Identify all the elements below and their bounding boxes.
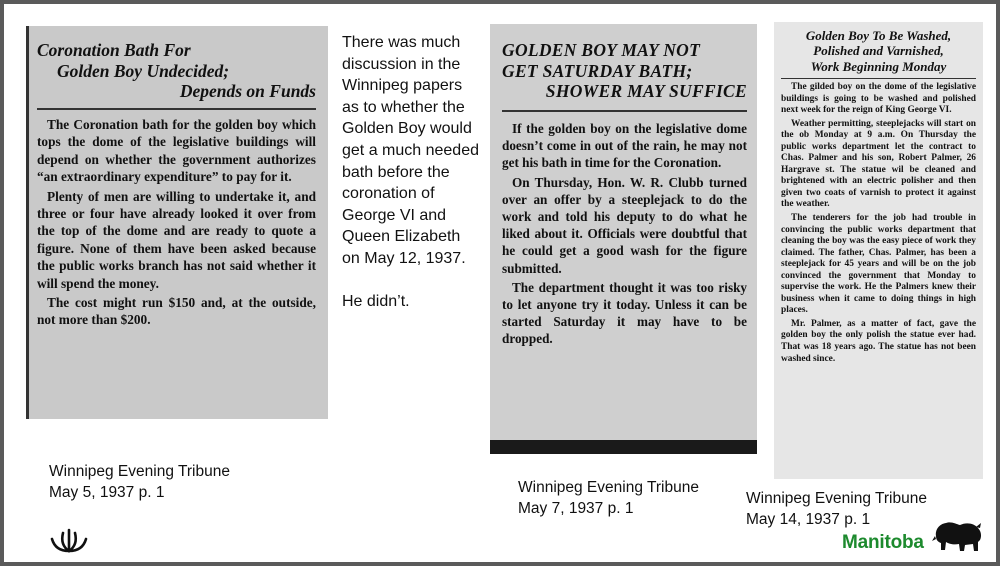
headline-line: Golden Boy To Be Washed, xyxy=(805,28,952,43)
headline-rule xyxy=(502,110,747,112)
headline-line: Golden Boy Undecided; xyxy=(57,60,230,81)
commentary-note xyxy=(342,32,482,312)
newspaper-clipping-may-7 xyxy=(490,24,757,454)
commentary-conclusion: He didn’t. xyxy=(342,292,410,310)
clipping-paragraph: On Thursday, Hon. W. R. Clubb turned over an offer by a steeplejack to do the work and told his deputy to do what he liked about it. Officials were doubtful that he could get a good wash for the figure submitted. xyxy=(502,174,747,276)
clipping-paragraph: The Coronation bath for the golden boy which tops the dome of the legislative buildings will depend on whether the government authorizes “an extraordinary expenditure” to pay for it. xyxy=(37,116,316,185)
stylized-flower-logo-icon xyxy=(49,527,89,553)
headline-line: SHOWER MAY SUFFICE xyxy=(545,81,747,102)
clipping-paragraph: The cost might run $150 and, at the outside, not more than $200. xyxy=(37,294,316,328)
clipping-paragraph: The gilded boy on the dome of the legislative buildings is going to be washed and polished next week for the reign of King George VI. xyxy=(781,81,976,116)
caption-source: Winnipeg Evening Tribune xyxy=(49,463,230,480)
headline-line: Coronation Bath For xyxy=(37,40,191,60)
clipping-paragraph: Plenty of men are willing to undertake it, and three or four have already looked it over from the top of the dome and are ready to quote a figure. None of them have been asked because the public works branch has not said whether it will spend the money. xyxy=(37,188,316,291)
headline-line: Polished and Varnished, xyxy=(813,43,944,59)
commentary-text: There was much discussion in the Winnipeg papers as to whether the Golden Boy would get a much needed bath before the coronation of George VI and Queen Elizabeth on May 12, 1937. xyxy=(342,34,479,267)
clipping-paragraph: The tenderers for the job had trouble in convincing the public works department that cleaning the boy was the easy piece of work they claimed. The father, Chas. Palmer, has been a steeplejack for 45 years and will be on the job convinced the government that Monday to supervise the work. He the Palmers knew their business when it came to doing things in high places. xyxy=(781,213,976,316)
clipping-paragraph: Mr. Palmer, as a matter of fact, gave the golden boy the only polish the statue ever had. That was 18 years ago. The statue has not been washed since. xyxy=(781,318,976,364)
headline-line: Depends on Funds xyxy=(179,81,316,102)
bison-icon xyxy=(932,518,984,554)
clipping-headline xyxy=(502,40,747,102)
caption-source: Winnipeg Evening Tribune xyxy=(518,479,699,496)
clipping-caption-may-7 xyxy=(518,477,699,519)
caption-date: May 7, 1937 p. 1 xyxy=(518,500,634,517)
clipping-headline xyxy=(781,28,976,74)
newspaper-clipping-may-5 xyxy=(26,26,328,419)
caption-source: Winnipeg Evening Tribune xyxy=(746,490,927,507)
clipping-headline xyxy=(37,40,316,102)
headline-rule xyxy=(37,108,316,110)
manitoba-wordmark: Manitoba xyxy=(842,532,924,553)
caption-date: May 14, 1937 p. 1 xyxy=(746,511,871,528)
clipping-paragraph: The department thought it was too risky to let anyone try it today. Unless it can be started Saturday it may have to be dropped. xyxy=(502,279,747,347)
clipping-paragraph: If the golden boy on the legislative dome doesn’t come in out of the rain, he may not get his bath in time for the Coronation. xyxy=(502,120,747,171)
headline-line: GET SATURDAY BATH; xyxy=(502,60,693,81)
headline-line: Work Beginning Monday xyxy=(810,58,947,74)
caption-date: May 5, 1937 p. 1 xyxy=(49,484,165,501)
clipping-paragraph: Weather permitting, steeplejacks will start on the ob Monday at 9 a.m. On Thursday the public works department let the contract to Chas. Palmer and his son, Robert Palmer, 26 Hargrave st. The statue wil be cleaned and brightened with an electric polisher and then given two coats of varnish to protect it against the weather. xyxy=(781,118,976,210)
headline-rule xyxy=(781,78,976,79)
clipping-caption-may-14 xyxy=(746,488,927,530)
clipping-caption-may-5 xyxy=(49,461,230,503)
headline-line: GOLDEN BOY MAY NOT xyxy=(502,40,701,60)
newspaper-clipping-may-14 xyxy=(774,22,983,479)
